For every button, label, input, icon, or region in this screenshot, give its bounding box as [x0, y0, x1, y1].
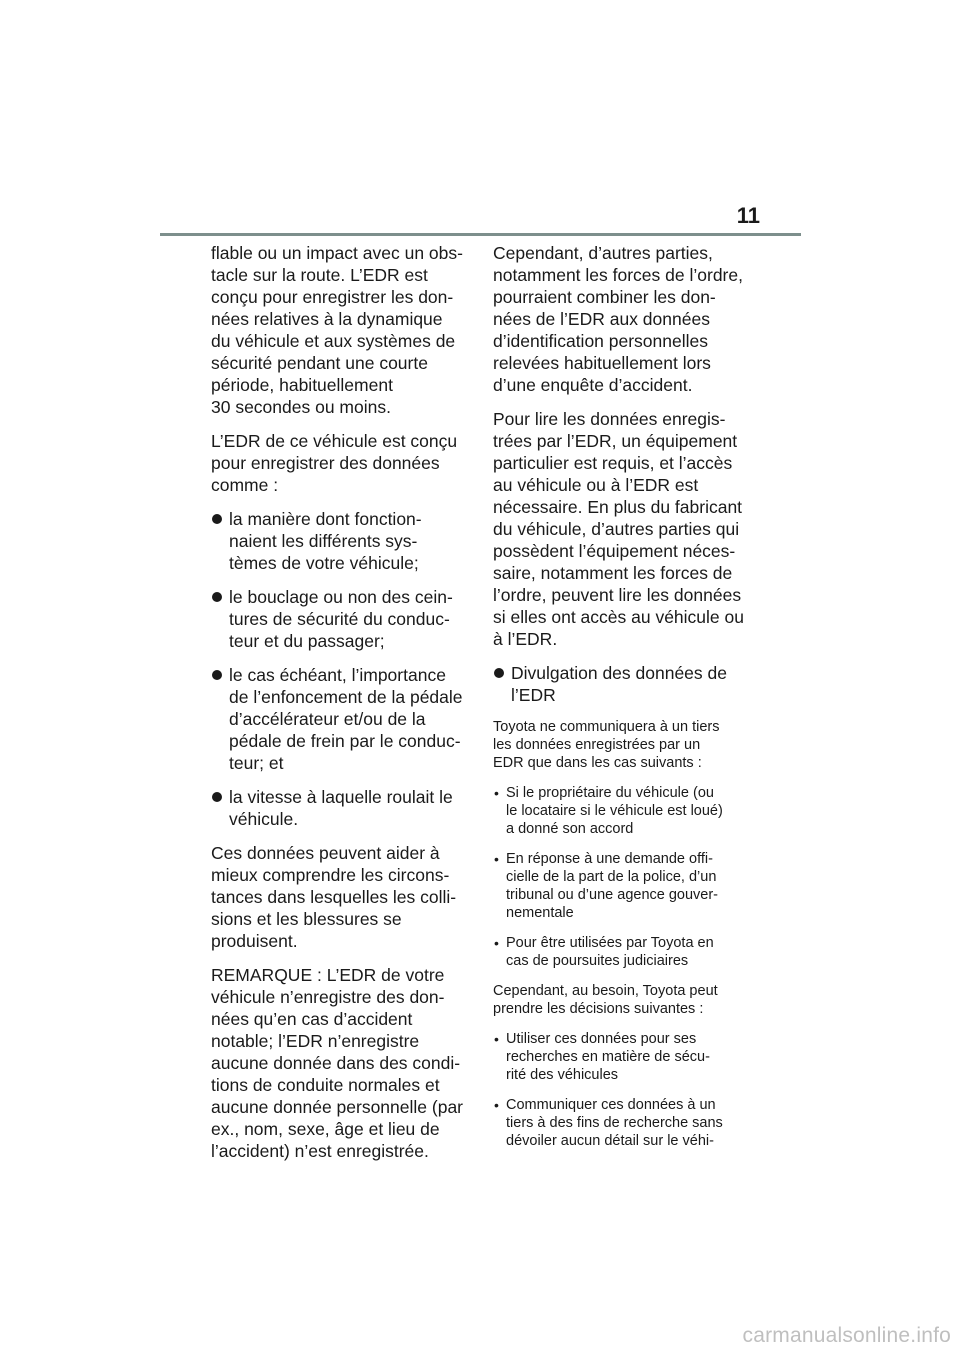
list-bullet-icon: •: [494, 1097, 499, 1113]
text-line: comme :: [211, 475, 279, 495]
text-line: nementale: [506, 905, 574, 921]
list-bullet-icon: •: [494, 851, 499, 867]
text-line: au véhicule ou à l’EDR est: [493, 475, 699, 495]
text-line: Utiliser ces données pour ses: [506, 1031, 697, 1047]
header-rule: [160, 233, 801, 236]
paragraph: [211, 242, 469, 418]
paragraph: [493, 408, 755, 650]
text-line: d’accélérateur et/ou de la: [229, 709, 426, 729]
text-line: Toyota ne communiquera à un tiers: [493, 719, 720, 735]
text-line: L’EDR de ce véhicule est conçu: [211, 431, 458, 451]
text-line: tances dans lesquelles les colli-: [211, 887, 457, 907]
text-line: recherches en matière de sécu-: [506, 1049, 710, 1065]
watermark: carmanualsonline.info: [742, 1324, 951, 1347]
text-line: cielle de la part de la police, d’un: [506, 869, 717, 885]
text-line: d’identification personnelles: [493, 331, 708, 351]
list-item: [493, 1096, 755, 1150]
text-line: notamment les forces de l’ordre,: [493, 265, 743, 285]
text-line: la vitesse à laquelle roulait le: [229, 787, 453, 807]
small-paragraph: [493, 982, 755, 1018]
page-number: 11: [736, 203, 760, 228]
text-line: du véhicule et aux systèmes de: [211, 331, 456, 351]
text-line: cas de poursuites judiciaires: [506, 953, 689, 969]
text-line: Cependant, au besoin, Toyota peut: [493, 983, 718, 999]
text-line: naient les différents sys-: [229, 531, 418, 551]
text-line: flable ou un impact avec un obs-: [211, 243, 463, 263]
section-heading: [493, 662, 755, 706]
bullet-dot-icon: [494, 668, 504, 678]
text-line: sions et les blessures se: [211, 909, 402, 929]
text-line: pourraient combiner les don-: [493, 287, 716, 307]
bullet-dot-icon: [212, 670, 222, 680]
text-line: pour enregistrer des données: [211, 453, 440, 473]
text-line: l’ordre, peuvent lire les données: [493, 585, 742, 605]
text-line: Divulgation des données de: [511, 663, 727, 683]
text-line: pédale de frein par le conduc-: [229, 731, 461, 751]
text-line: a donné son accord: [506, 821, 634, 837]
list-item: [493, 1030, 755, 1084]
text-line: aucune donnée dans des condi-: [211, 1053, 461, 1073]
text-line: Communiquer ces données à un: [506, 1097, 716, 1113]
text-line: relevées habituellement lors: [493, 353, 711, 373]
text-line: rité des véhicules: [506, 1067, 619, 1083]
text-line: Cependant, d’autres parties,: [493, 243, 713, 263]
text-line: tiers à des fins de recherche sans: [506, 1115, 723, 1131]
paragraph: [211, 430, 469, 496]
text-line: d’une enquête d’accident.: [493, 375, 693, 395]
text-line: le locataire si le véhicule est loué): [506, 803, 723, 819]
text-line: l’accident) n’est enregistrée.: [211, 1141, 429, 1161]
text-line: de l’enfoncement de la pédale: [229, 687, 463, 707]
paragraph: [211, 842, 469, 952]
text-line: véhicule.: [229, 809, 299, 829]
text-line: la manière dont fonction-: [229, 509, 422, 529]
list-item: [493, 784, 755, 838]
text-line: Pour être utilisées par Toyota en: [506, 935, 714, 951]
small-paragraph: [493, 718, 755, 772]
text-line: nées relatives à la dynamique: [211, 309, 443, 329]
left-column: [211, 242, 469, 1174]
text-line: Ces données peuvent aider à: [211, 843, 440, 863]
text-line: si elles ont accès au véhicule ou: [493, 607, 744, 627]
text-line: à l’EDR.: [493, 629, 558, 649]
text-line: les données enregistrées par un: [493, 737, 701, 753]
text-line: En réponse à une demande offi-: [506, 851, 713, 867]
text-line: possèdent l’équipement néces-: [493, 541, 736, 561]
text-line: teur et du passager;: [229, 631, 385, 651]
text-line: particulier est requis, et l’accès: [493, 453, 733, 473]
text-line: Si le propriétaire du véhicule (ou: [506, 785, 714, 801]
bullet-dot-icon: [212, 792, 222, 802]
text-line: Pour lire les données enregis-: [493, 409, 726, 429]
text-line: tribunal ou d’une agence gouver-: [506, 887, 719, 903]
list-item: [493, 850, 755, 922]
text-line: le cas échéant, l’importance: [229, 665, 446, 685]
right-column: [493, 242, 755, 1162]
text-line: du véhicule, d’autres parties qui: [493, 519, 740, 539]
text-line: tures de sécurité du conduc-: [229, 609, 450, 629]
bullet-item: [211, 508, 469, 574]
list-bullet-icon: •: [494, 785, 499, 801]
text-line: prendre les décisions suivantes :: [493, 1001, 704, 1017]
list-item: [493, 934, 755, 970]
text-line: saire, notamment les forces de: [493, 563, 733, 583]
text-line: véhicule n’enregistre des don-: [211, 987, 445, 1007]
text-line: mieux comprendre les circons-: [211, 865, 450, 885]
text-line: aucune donnée personnelle (par: [211, 1097, 463, 1117]
paragraph: [211, 964, 469, 1162]
text-line: sécurité pendant une courte: [211, 353, 428, 373]
bullet-dot-icon: [212, 514, 222, 524]
text-line: trées par l’EDR, un équipement: [493, 431, 738, 451]
text-line: période, habituellement: [211, 375, 393, 395]
text-line: 30 secondes ou moins.: [211, 397, 391, 417]
paragraph: [493, 242, 755, 396]
list-bullet-icon: •: [494, 1031, 499, 1047]
text-line: tions de conduite normales et: [211, 1075, 440, 1095]
bullet-item: [211, 586, 469, 652]
list-bullet-icon: •: [494, 935, 499, 951]
text-line: l’EDR: [511, 685, 556, 705]
text-line: nécessaire. En plus du fabricant: [493, 497, 743, 517]
text-line: ex., nom, sexe, âge et lieu de: [211, 1119, 440, 1139]
text-line: nées de l’EDR aux données: [493, 309, 710, 329]
bullet-dot-icon: [212, 592, 222, 602]
bullet-item: [211, 786, 469, 830]
text-line: EDR que dans les cas suivants :: [493, 755, 702, 771]
text-line: dévoiler aucun détail sur le véhi-: [506, 1133, 714, 1149]
text-line: produisent.: [211, 931, 298, 951]
text-line: nées qu’en cas d’accident: [211, 1009, 413, 1029]
text-line: REMARQUE : L’EDR de votre: [211, 965, 445, 985]
text-line: teur; et: [229, 753, 284, 773]
text-line: le bouclage ou non des cein-: [229, 587, 453, 607]
bullet-item: [211, 664, 469, 774]
text-line: conçu pour enregistrer les don-: [211, 287, 454, 307]
text-line: tèmes de votre véhicule;: [229, 553, 419, 573]
text-line: tacle sur la route. L’EDR est: [211, 265, 428, 285]
text-line: notable; l’EDR n’enregistre: [211, 1031, 420, 1051]
